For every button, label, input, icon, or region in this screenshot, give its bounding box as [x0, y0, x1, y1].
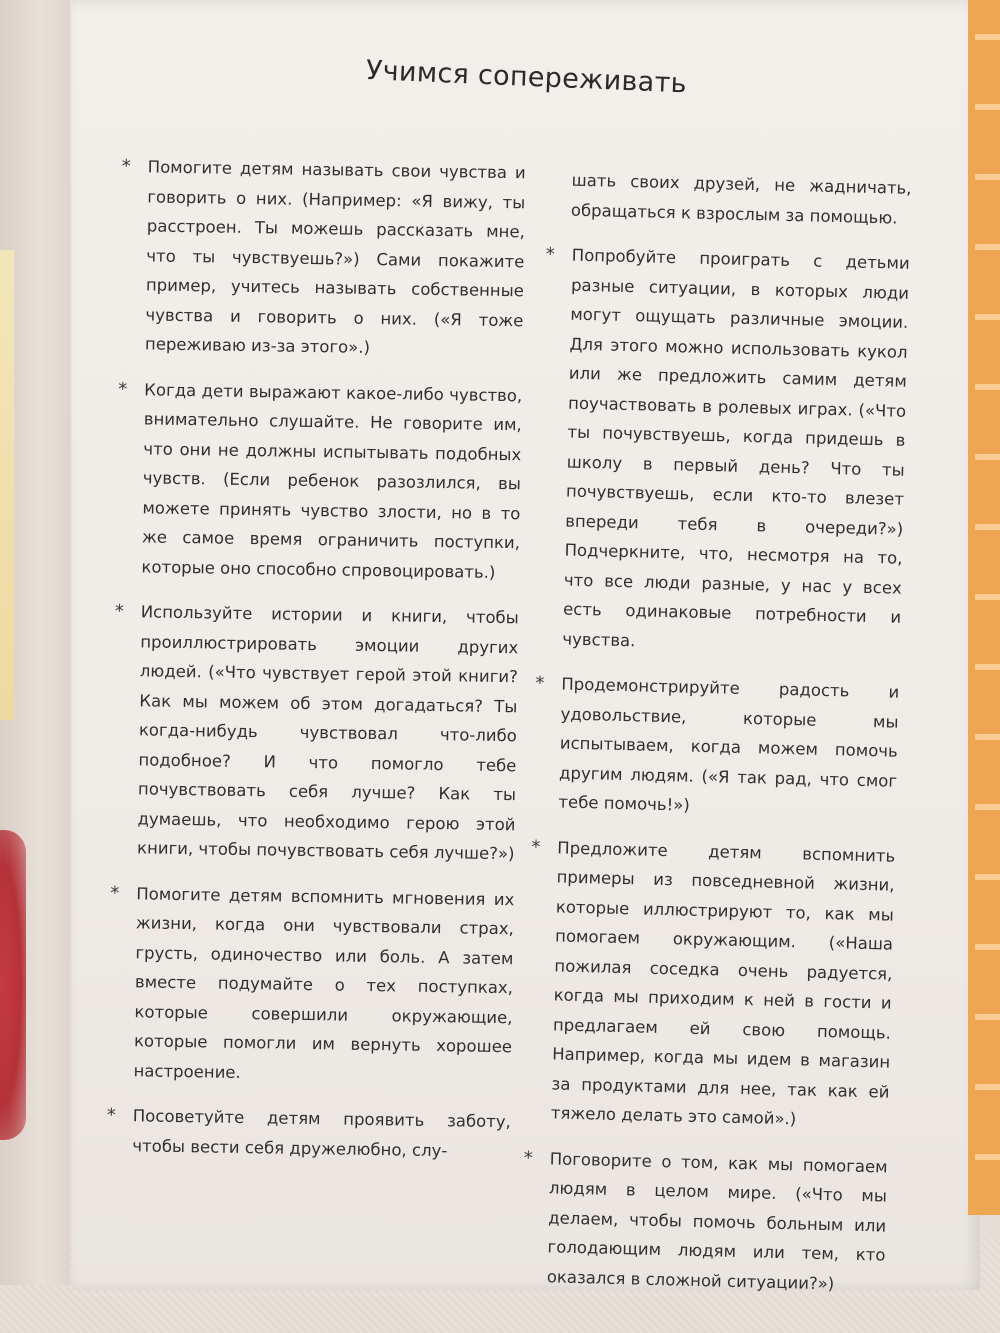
list-item-text: Предложите детям вспомнить примеры из повседневной жизни, которые иллюстрируют то, как мы помогаем окружающим. («Наша пожилая соседка очень радуется, когда мы приходим к ней в гости и предлагаем ей свою помощь. Например, когда мы идем в магазин за продуктами для нее, так как ей тяжело делать это самой».) [550, 837, 896, 1129]
bullet-asterisk-icon: * [531, 836, 541, 858]
bullet-asterisk-icon: * [523, 1147, 533, 1169]
list-item [119, 152, 526, 365]
list-item [111, 597, 519, 869]
list-item-text: Используйте истории и книги, чтобы проиллюстрировать эмоции других людей. («Что чувствует герой этой книги? Как мы можем об этом догадаться? Ты когда-нибудь чувствовал что-либо подобное? И что помогло тебе почувствовать себя лучше? Как ты думаешь, что необходимо герою этой книги, чтобы почувствовать себя лучше?») [136, 602, 519, 864]
left-page-illustration-yellow [0, 250, 14, 720]
list-item-text: Попробуйте проиграть с детьми разные ситуации, в которых люди могут ощущать различные эмоции. Для этого можно использовать кукол или же предложить самим детям поучаствовать в ролевых играх. («Что ты почувствуешь, когда придешь в школу в первый день? Что ты почувствуешь, если кто-то влезет впереди тебя в очереди?») Подчеркните, что, несмотря на то, что все люди разные, у нас у всех есть одинаковые потребности и чувства. [562, 245, 910, 650]
left-column [106, 152, 526, 1182]
list-item-text: шать своих друзей, не жадничать, обращаться к взрослым за помощью. [570, 170, 912, 228]
bullet-asterisk-icon: * [121, 155, 131, 178]
bullet-asterisk-icon: * [535, 672, 545, 695]
list-item [536, 240, 910, 662]
right-column [520, 165, 912, 1316]
list-item-text: Посоветуйте детям проявить заботу, чтобы вести себя дружелюбно, слу- [132, 1106, 511, 1160]
list-item-text: Продемонстрируйте радость и удовольствие, которые мы испытываем, когда можем помочь другим людям. («Я так рад, что смог тебе помочь!») [558, 674, 900, 815]
list-item-text: Поговорите о том, как мы помогаем людям в целом мире. («Что мы делаем, чтобы помочь больным или голодающим людям или тем, кто оказался в сложной ситуации?») [546, 1148, 888, 1293]
bullet-asterisk-icon: * [106, 1104, 117, 1127]
page-title: Учимся сопереживать [365, 55, 688, 100]
list-item [532, 669, 899, 825]
list-item-text: Помогите детям вспомнить мгновения их жизни, когда они чувствовали страх, грусть, одиночество или боль. А затем вместе подумайте о тех поступках, которые совершили окружающие, которые помогли им вернуть хорошее настроение. [133, 883, 515, 1082]
list-item [106, 1101, 511, 1166]
list-item-text: Когда дети выражают какое-либо чувство, внимательно слушайте. Не говорите им, что они не должны испытывать подобных чувств. (Если ребенок разозлился, вы можете принять чувство злости, но в то же самое время ограничить поступки, которые оно способно спровоцировать.) [141, 379, 523, 582]
bullet-asterisk-icon: * [118, 378, 128, 400]
list-item-continuation [547, 165, 912, 233]
bullet-asterisk-icon: * [110, 882, 120, 904]
bullet-asterisk-icon: * [114, 600, 124, 623]
decorative-border-pattern [975, 0, 1000, 1215]
bullet-asterisk-icon: * [545, 243, 556, 266]
list-item [115, 374, 522, 587]
list-item-text: Помогите детям называть свои чувства и говорить о них. (Например: «Я вижу, ты расстроен. Ты можешь рассказать мне, что ты чувствуешь?») Сами покажите пример, учитесь называть собственные чувства и говорить о них. («Я тоже переживаю из-за этого».) [144, 157, 526, 357]
list-item [524, 832, 895, 1136]
list-item [520, 1143, 887, 1299]
left-page-illustration-red [0, 830, 26, 1140]
list-item [107, 878, 514, 1091]
